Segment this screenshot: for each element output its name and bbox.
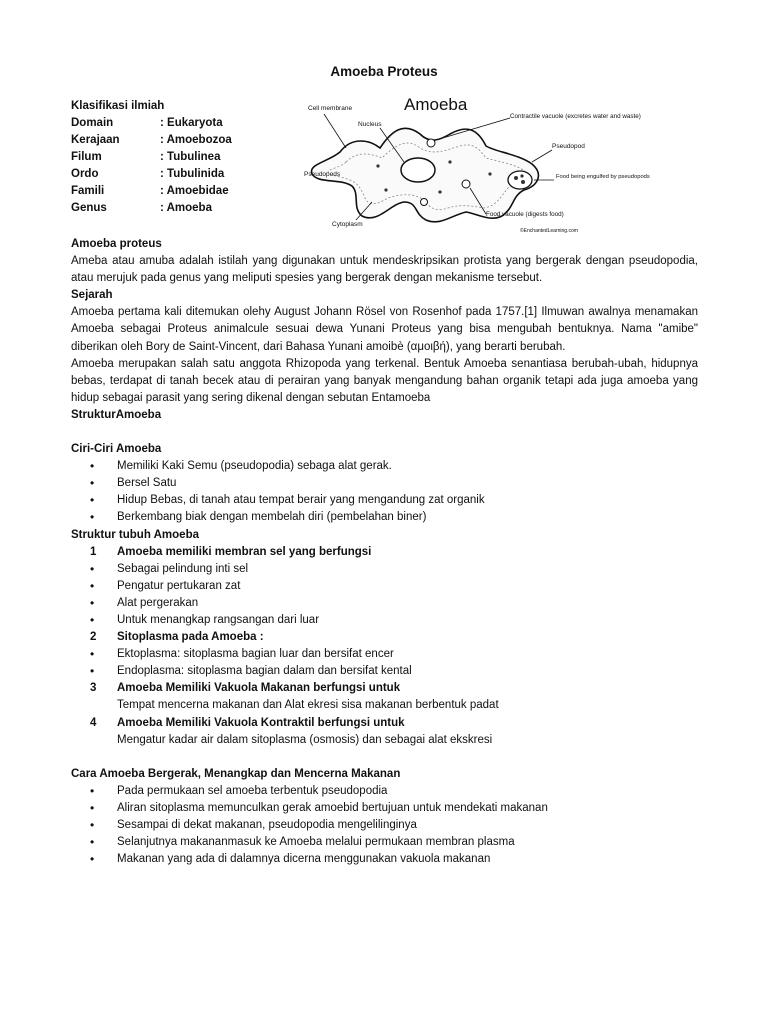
label-pseudopods: Pseudopods [304, 171, 341, 178]
nucleus-shape [401, 158, 435, 182]
list-item: • Memiliki Kaki Semu (pseudopodia) sebaga alat gerak. [71, 458, 698, 475]
list-item: • Endoplasma: sitoplasma bagian dalam dan bersifat kental [71, 663, 698, 680]
numbered-item [71, 629, 698, 646]
food-particle [521, 180, 525, 184]
item-number: 2 [90, 631, 97, 644]
list-item: • Selanjutnya makananmasuk ke Amoeba melalui permukaan membran plasma [71, 834, 698, 851]
classification-row [71, 149, 232, 166]
food-being-engulfed-shape [508, 171, 532, 189]
label-pseudopod: Pseudopod [552, 143, 585, 150]
amoeba-diagram [300, 90, 650, 240]
list-item: • Berkembang biak dengan membelah diri (pembelahan biner) [71, 509, 698, 526]
document-body [71, 236, 698, 868]
granule [376, 164, 379, 167]
classification-value: : Tubulinida [160, 168, 225, 180]
list-item: • Bersel Satu [71, 475, 698, 492]
classification-row [71, 115, 232, 132]
classification-row [71, 166, 232, 183]
leader-line [324, 114, 346, 148]
list-item: • Makanan yang ada di dalamnya dicerna menggunakan vakuola makanan [71, 851, 698, 868]
list-item: • Ektoplasma: sitoplasma bagian luar dan bersifat encer [71, 646, 698, 663]
intro-heading: Amoeba proteus [71, 238, 162, 250]
list-item: • Alat pergerakan [71, 595, 698, 612]
numbered-item [71, 715, 698, 732]
list-item: • Aliran sitoplasma memunculkan gerak amoebid bertujuan untuk mendekati makanan [71, 800, 698, 817]
ciri-list [71, 458, 698, 526]
ciri-heading: Ciri-Ciri Amoeba [71, 443, 162, 456]
diagram-credit: ©EnchantedLearning.com [520, 228, 578, 234]
list-item: • Pada permukaan sel amoeba terbentuk pseudopodia [71, 783, 698, 800]
classification-key: Domain [71, 117, 114, 129]
classification-value: : Tubulinea [160, 151, 221, 163]
intro-paragraph: Ameba atau amuba adalah istilah yang digunakan untuk mendeskripsikan protista yang bergerak dengan pseudopodia, atau merujuk pada genus yang meliputi spesies yang bergerak dengan mekanisme tersebut. [71, 255, 698, 285]
classification-key: Genus [71, 202, 107, 214]
classification-row [71, 200, 232, 217]
numbered-item [71, 544, 698, 561]
history-paragraph-1: Amoeba pertama kali ditemukan olehy August Johann Rösel von Rosenhof pada 1757.[1] Ilmuwan awalnya menamakan Amoeba sebagai Proteus animalcule sesuai dewa Yunani Proteus yang bisa mengubah bentuknya. Nama "amibe" diberikan oleh Bory de Saint-Vincent, dari Bahasa Yunani amoibè (αμοιβή), yang berarti berubah. [71, 306, 698, 353]
classification-value: : Eukaryota [160, 117, 223, 129]
food-vacuole-shape [462, 180, 470, 188]
item-label: Sitoplasma pada Amoeba : [117, 631, 264, 644]
item-number: 3 [90, 682, 97, 695]
granule [384, 188, 387, 191]
membran-list [71, 561, 698, 629]
list-item: • Sesampai di dekat makanan, pseudopodia mengelilinginya [71, 817, 698, 834]
cara-list [71, 783, 698, 868]
numbered-item [71, 680, 698, 697]
item-number: 4 [90, 716, 97, 729]
history-paragraph-2: Amoeba merupakan salah satu anggota Rhizopoda yang terkenal. Bentuk Amoeba senantiasa berubah-ubah, hidupnya bebas, terdapat di tanah becek atau di perairan yang banyak mengandung bahan organik tetapi ada juga amoeba yang hidup sebagai parasit yang sering dikenal dengan sebutan Entamoeba [71, 357, 698, 404]
classification-key: Ordo [71, 168, 99, 180]
food-particle [514, 176, 518, 180]
item-text: Mengatur kadar air dalam sitoplasma (osmosis) dan sebagai alat ekskresi [117, 733, 493, 746]
cara-heading: Cara Amoeba Bergerak, Menangkap dan Mencerna Makanan [71, 767, 401, 780]
classification-value: : Amoebozoa [160, 134, 232, 146]
item-text: Tempat mencerna makanan dan Alat ekresi sisa makanan berbentuk padat [117, 699, 499, 712]
classification-key: Famili [71, 185, 105, 197]
struktur-heading: StrukturAmoeba [71, 408, 162, 421]
label-nucleus: Nucleus [358, 121, 382, 128]
history-heading: Sejarah [71, 289, 113, 302]
classification-row [71, 132, 232, 149]
diagram-title: Amoeba [404, 95, 468, 114]
document-title: Amoeba Proteus [330, 64, 438, 79]
label-cytoplasm: Cytoplasm [332, 221, 363, 228]
item-label: Amoeba memiliki membran sel yang berfungsi [117, 545, 372, 558]
label-cell-membrane: Cell membrane [308, 105, 353, 112]
list-item: • Untuk menangkap rangsangan dari luar [71, 612, 698, 629]
item-label: Amoeba Memiliki Vakuola Kontraktil berfungsi untuk [117, 716, 405, 729]
struktur-tubuh-heading: Struktur tubuh Amoeba [71, 528, 199, 541]
leader-line [532, 150, 552, 162]
classification-value: : Amoebidae [160, 185, 229, 197]
item-label: Amoeba Memiliki Vakuola Makanan berfungsi untuk [117, 682, 401, 695]
classification-key: Filum [71, 151, 102, 163]
food-vacuole-shape [421, 199, 428, 206]
classification-heading: Klasifikasi ilmiah [71, 100, 165, 112]
list-item: • Sebagai pelindung inti sel [71, 561, 698, 578]
granule [488, 172, 491, 175]
contractile-vacuole-shape [427, 139, 435, 147]
list-item: • Hidup Bebas, di tanah atau tempat berair yang mengandung zat organik [71, 492, 698, 509]
label-contractile-vacuole: Contractile vacuole (excretes water and waste) [510, 113, 641, 120]
label-food-vacuole: Food vacuole (digests food) [486, 211, 564, 218]
classification-block [71, 98, 232, 217]
sitoplasma-list [71, 646, 698, 680]
food-particle [520, 174, 523, 177]
granule [438, 190, 441, 193]
classification-value: : Amoeba [160, 202, 212, 214]
granule [448, 160, 451, 163]
label-food-engulfed: Food being engulfed by pseudopods [556, 174, 650, 180]
item-number: 1 [90, 545, 97, 558]
classification-key: Kerajaan [71, 134, 120, 146]
classification-row [71, 183, 232, 200]
list-item: • Pengatur pertukaran zat [71, 578, 698, 595]
